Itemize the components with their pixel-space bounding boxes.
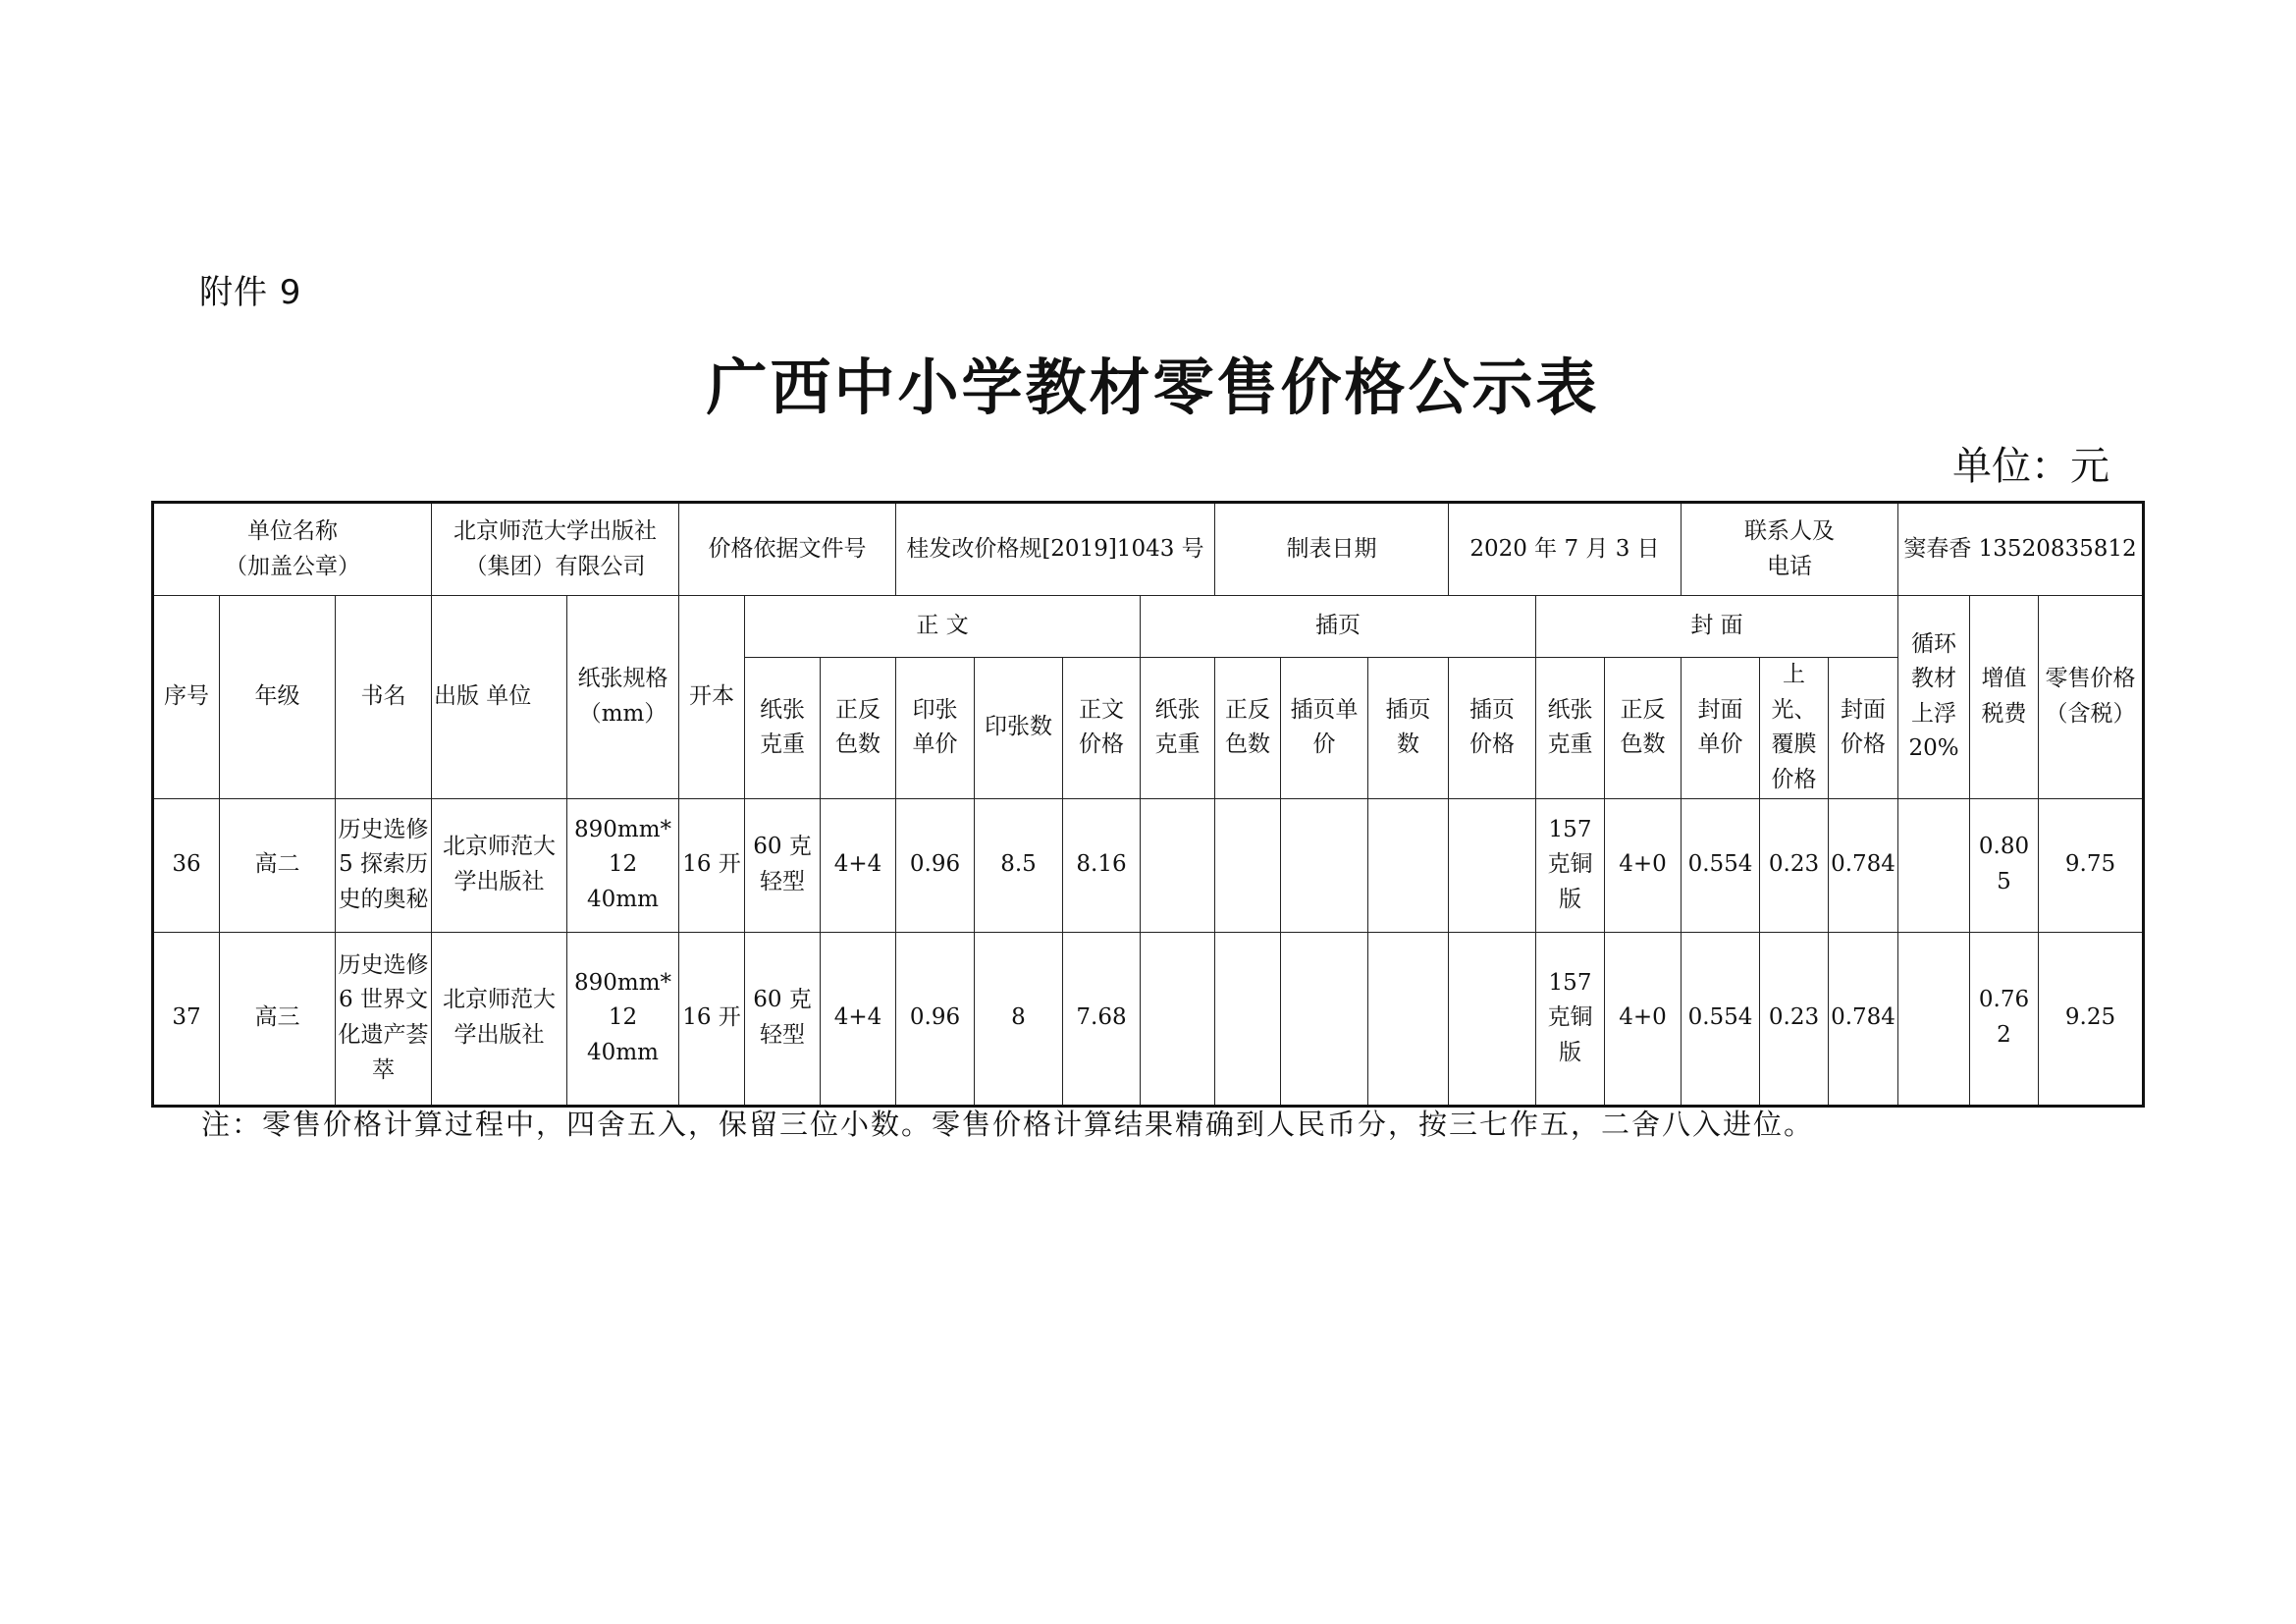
col-cover-unit-price: 封面 单价 (1682, 658, 1760, 799)
cell-body-price: 7.68 (1063, 932, 1141, 1106)
col-retail: 零售价格 （含税） (2039, 596, 2144, 799)
cell-body-price: 8.16 (1063, 798, 1141, 932)
cell-cover-unit-price: 0.554 (1682, 932, 1760, 1106)
col-body-price: 正文 价格 (1063, 658, 1141, 799)
cell-cover-colors: 4+0 (1605, 798, 1682, 932)
info-row (153, 503, 2144, 596)
cell-publisher: 北京师范大 学出版社 (432, 798, 567, 932)
cell-paper-size: 890mm*12 40mm (567, 932, 679, 1106)
price-table-container (151, 501, 2145, 1108)
group-body: 正 文 (745, 596, 1141, 658)
price-table (151, 501, 2145, 1108)
footnote: 注：零售价格计算过程中，四舍五入，保留三位小数。零售价格计算结果精确到人民币分，按三七作五，二舍八入进位。 (201, 1108, 1815, 1141)
header-row-groups (153, 596, 2144, 658)
unit-name-label: 单位名称 （加盖公章） (153, 503, 432, 596)
cell-grade: 高二 (220, 798, 336, 932)
cell-body-paper-weight: 60 克 轻型 (745, 932, 821, 1106)
unit-label: 单位：元 (1952, 444, 2109, 489)
col-cover-price: 封面 价格 (1829, 658, 1898, 799)
cell-cover-paper-weight: 157 克铜 版 (1536, 932, 1605, 1106)
cell-format: 16 开 (679, 798, 745, 932)
cell-body-colors: 4+4 (821, 932, 896, 1106)
col-insert-price: 插页 价格 (1449, 658, 1536, 799)
date-label: 制表日期 (1215, 503, 1449, 596)
cell-body-sheet-price: 0.96 (896, 932, 975, 1106)
col-grade: 年级 (220, 596, 336, 799)
cell-insert-colors (1215, 798, 1281, 932)
cell-cover-unit-price: 0.554 (1682, 798, 1760, 932)
col-publisher: 出版 单位 (432, 596, 567, 799)
attachment-label: 附件 9 (199, 273, 302, 312)
cell-vat: 0.762 (1970, 932, 2039, 1106)
col-body-colors: 正反 色数 (821, 658, 896, 799)
cell-cover-price: 0.784 (1829, 932, 1898, 1106)
cell-cycle (1898, 798, 1970, 932)
cell-insert-paper-weight (1141, 798, 1215, 932)
col-cover-paper-weight: 纸张 克重 (1536, 658, 1605, 799)
col-body-paper-weight: 纸张 克重 (745, 658, 821, 799)
col-book: 书名 (336, 596, 432, 799)
col-insert-paper-weight: 纸张 克重 (1141, 658, 1215, 799)
cell-seq: 37 (153, 932, 220, 1106)
cell-insert-paper-weight (1141, 932, 1215, 1106)
cell-body-sheets: 8.5 (975, 798, 1063, 932)
cell-body-paper-weight: 60 克 轻型 (745, 798, 821, 932)
cell-insert-unit-price (1281, 798, 1368, 932)
cell-insert-price (1449, 932, 1536, 1106)
cell-vat: 0.805 (1970, 798, 2039, 932)
cell-insert-count (1368, 932, 1449, 1106)
cell-grade: 高三 (220, 932, 336, 1106)
col-cover-colors: 正反 色数 (1605, 658, 1682, 799)
basis-label: 价格依据文件号 (679, 503, 896, 596)
col-body-sheet-price: 印张 单价 (896, 658, 975, 799)
cell-paper-size: 890mm*12 40mm (567, 798, 679, 932)
cell-retail: 9.25 (2039, 932, 2144, 1106)
cell-book: 历史选修 5 探索历 史的奥秘 (336, 798, 432, 932)
col-insert-count: 插页 数 (1368, 658, 1449, 799)
col-vat: 增值 税费 (1970, 596, 2039, 799)
cell-cover-paper-weight: 157 克铜 版 (1536, 798, 1605, 932)
contact-label: 联系人及 电话 (1682, 503, 1898, 596)
cell-cover-coating: 0.23 (1760, 798, 1829, 932)
cell-seq: 36 (153, 798, 220, 932)
col-seq: 序号 (153, 596, 220, 799)
col-insert-colors: 正反 色数 (1215, 658, 1281, 799)
cell-cover-colors: 4+0 (1605, 932, 1682, 1106)
cell-body-sheets: 8 (975, 932, 1063, 1106)
cell-insert-count (1368, 798, 1449, 932)
cell-cover-coating: 0.23 (1760, 932, 1829, 1106)
cell-publisher: 北京师范大 学出版社 (432, 932, 567, 1106)
cell-format: 16 开 (679, 932, 745, 1106)
cell-body-colors: 4+4 (821, 798, 896, 932)
cell-cycle (1898, 932, 1970, 1106)
page-title: 广西中小学教材零售价格公示表 (706, 352, 1600, 423)
col-cycle: 循环 教材 上浮 20% (1898, 596, 1970, 799)
cell-book: 历史选修 6 世界文 化遗产荟 萃 (336, 932, 432, 1106)
col-paper-size: 纸张规格 （mm） (567, 596, 679, 799)
cell-retail: 9.75 (2039, 798, 2144, 932)
col-cover-coating: 上光、 覆膜 价格 (1760, 658, 1829, 799)
cell-cover-price: 0.784 (1829, 798, 1898, 932)
cell-insert-price (1449, 798, 1536, 932)
cell-body-sheet-price: 0.96 (896, 798, 975, 932)
col-format: 开本 (679, 596, 745, 799)
unit-name-value: 北京师范大学出版社 （集团）有限公司 (432, 503, 679, 596)
date-value: 2020 年 7 月 3 日 (1449, 503, 1682, 596)
basis-value: 桂发改价格规[2019]1043 号 (896, 503, 1215, 596)
cell-insert-unit-price (1281, 932, 1368, 1106)
contact-value: 窦春香 13520835812 (1898, 503, 2144, 596)
group-insert: 插页 (1141, 596, 1536, 658)
cell-insert-colors (1215, 932, 1281, 1106)
table-row (153, 798, 2144, 932)
col-insert-unit-price: 插页单 价 (1281, 658, 1368, 799)
table-row (153, 932, 2144, 1106)
col-body-sheets: 印张数 (975, 658, 1063, 799)
group-cover: 封 面 (1536, 596, 1898, 658)
